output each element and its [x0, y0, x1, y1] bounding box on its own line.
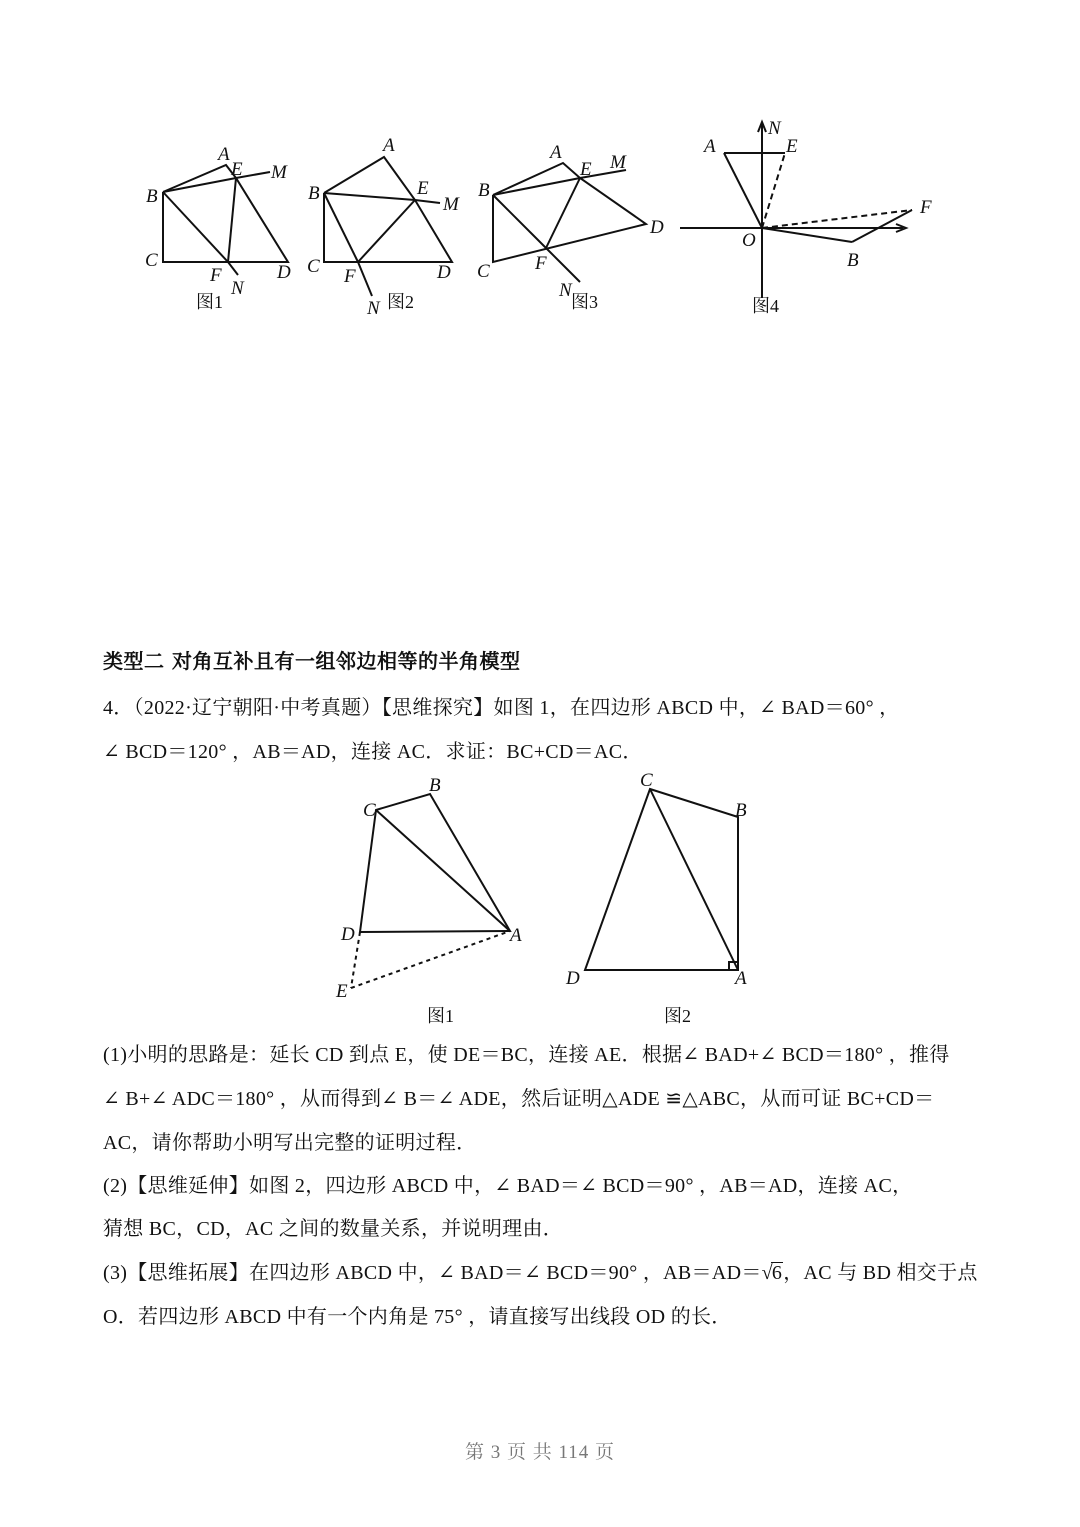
part3-sqrt-value: 6 — [771, 1262, 783, 1284]
problem-line-2: ∠ BCD＝120° ，AB＝AD，连接 AC．求证：BC+CD＝AC． — [103, 741, 643, 763]
fig3-label-m: M — [610, 152, 626, 173]
fig1-caption: 图1 — [196, 292, 223, 312]
fig3-label-a: A — [550, 142, 562, 163]
sqrt-icon: √ — [761, 1262, 773, 1284]
figure-1-top — [163, 165, 288, 275]
fig2-label-c: C — [307, 256, 320, 277]
part1-line-2: ∠ B+∠ ADC＝180° ，从而得到∠ B＝∠ ADE，然后证明△ADE ≌△ABC，从而可证 BC+CD＝ — [103, 1088, 935, 1110]
fig4-label-b: B — [847, 250, 859, 271]
mid-fig1-label-c: C — [363, 800, 376, 821]
mid-fig2-label-c: C — [640, 770, 653, 791]
fig3-caption: 图3 — [571, 292, 598, 312]
figure-2-mid — [585, 789, 738, 970]
fig1-label-d: D — [277, 262, 291, 283]
part3-line-2: O．若四边形 ABCD 中有一个内角是 75° ，请直接写出线段 OD 的长． — [103, 1306, 732, 1328]
fig4-label-a: A — [704, 136, 716, 157]
fig1-label-a: A — [218, 144, 230, 165]
top-figures — [0, 0, 1080, 340]
fig2-label-m: M — [443, 194, 459, 215]
mid-fig1-label-d: D — [341, 924, 355, 945]
fig2-label-e: E — [417, 178, 429, 199]
fig2-label-n: N — [367, 298, 380, 319]
figure-1-mid — [351, 794, 510, 988]
section-heading: 类型二 对角互补且有一组邻边相等的半角模型 — [103, 649, 521, 673]
fig3-label-e: E — [580, 159, 592, 180]
part3-text-b: ，AC 与 BD 相交于点 — [783, 1262, 978, 1284]
mid-fig1-caption: 图1 — [427, 1006, 454, 1026]
fig2-caption: 图2 — [387, 292, 414, 312]
fig1-label-e: E — [231, 159, 243, 180]
mid-fig1-label-a: A — [510, 925, 522, 946]
fig4-label-f: F — [920, 197, 932, 218]
problem-line-1: 4．（2022·辽宁朝阳·中考真题）【思维探究】如图 1，在四边形 ABCD 中，∠ BAD＝60° ， — [103, 697, 900, 719]
fig1-label-b: B — [146, 186, 158, 207]
mid-fig2-caption: 图2 — [664, 1006, 691, 1026]
mid-fig2-label-b: B — [735, 800, 747, 821]
fig1-label-m: M — [271, 162, 287, 183]
fig4-label-e: E — [786, 136, 798, 157]
fig1-label-c: C — [145, 250, 158, 271]
fig4-label-o: O — [742, 230, 756, 251]
fig3-label-f: F — [535, 253, 547, 274]
fig3-label-c: C — [477, 261, 490, 282]
part3-line-1 — [103, 1256, 978, 1285]
fig2-label-b: B — [308, 183, 320, 204]
part2-line-2: 猜想 BC，CD，AC 之间的数量关系，并说明理由． — [103, 1218, 564, 1240]
mid-fig2-label-a: A — [735, 968, 747, 989]
fig2-label-a: A — [383, 135, 395, 156]
fig3-label-b: B — [478, 180, 490, 201]
part3-text-a: (3)【思维拓展】在四边形 ABCD 中，∠ BAD＝∠ BCD＝90° ，AB＝AD＝ — [103, 1262, 762, 1284]
fig3-label-n: N — [559, 280, 572, 301]
fig1-label-n: N — [231, 278, 244, 299]
fig4-label-n: N — [768, 118, 781, 139]
fig1-label-f: F — [210, 265, 222, 286]
fig2-label-d: D — [437, 262, 451, 283]
mid-fig1-label-b: B — [429, 775, 441, 796]
mid-fig1-label-e: E — [336, 981, 348, 1002]
figure-3-top — [493, 163, 646, 282]
part1-line-3: AC，请你帮助小明写出完整的证明过程． — [103, 1132, 477, 1154]
part2-line-1: (2)【思维延伸】如图 2，四边形 ABCD 中，∠ BAD＝∠ BCD＝90° ，AB＝AD，连接 AC， — [103, 1175, 913, 1197]
fig2-label-f: F — [344, 266, 356, 287]
fig3-label-d: D — [650, 217, 664, 238]
mid-fig2-label-d: D — [566, 968, 580, 989]
part1-line-1: (1)小明的思路是：延长 CD 到点 E，使 DE＝BC，连接 AE．根据∠ BAD+∠ BCD＝180° ，推得 — [103, 1044, 950, 1066]
middle-figures — [0, 760, 1080, 1040]
fig4-caption: 图4 — [752, 296, 779, 316]
page-footer: 第 3 页 共 114 页 — [464, 1442, 616, 1463]
